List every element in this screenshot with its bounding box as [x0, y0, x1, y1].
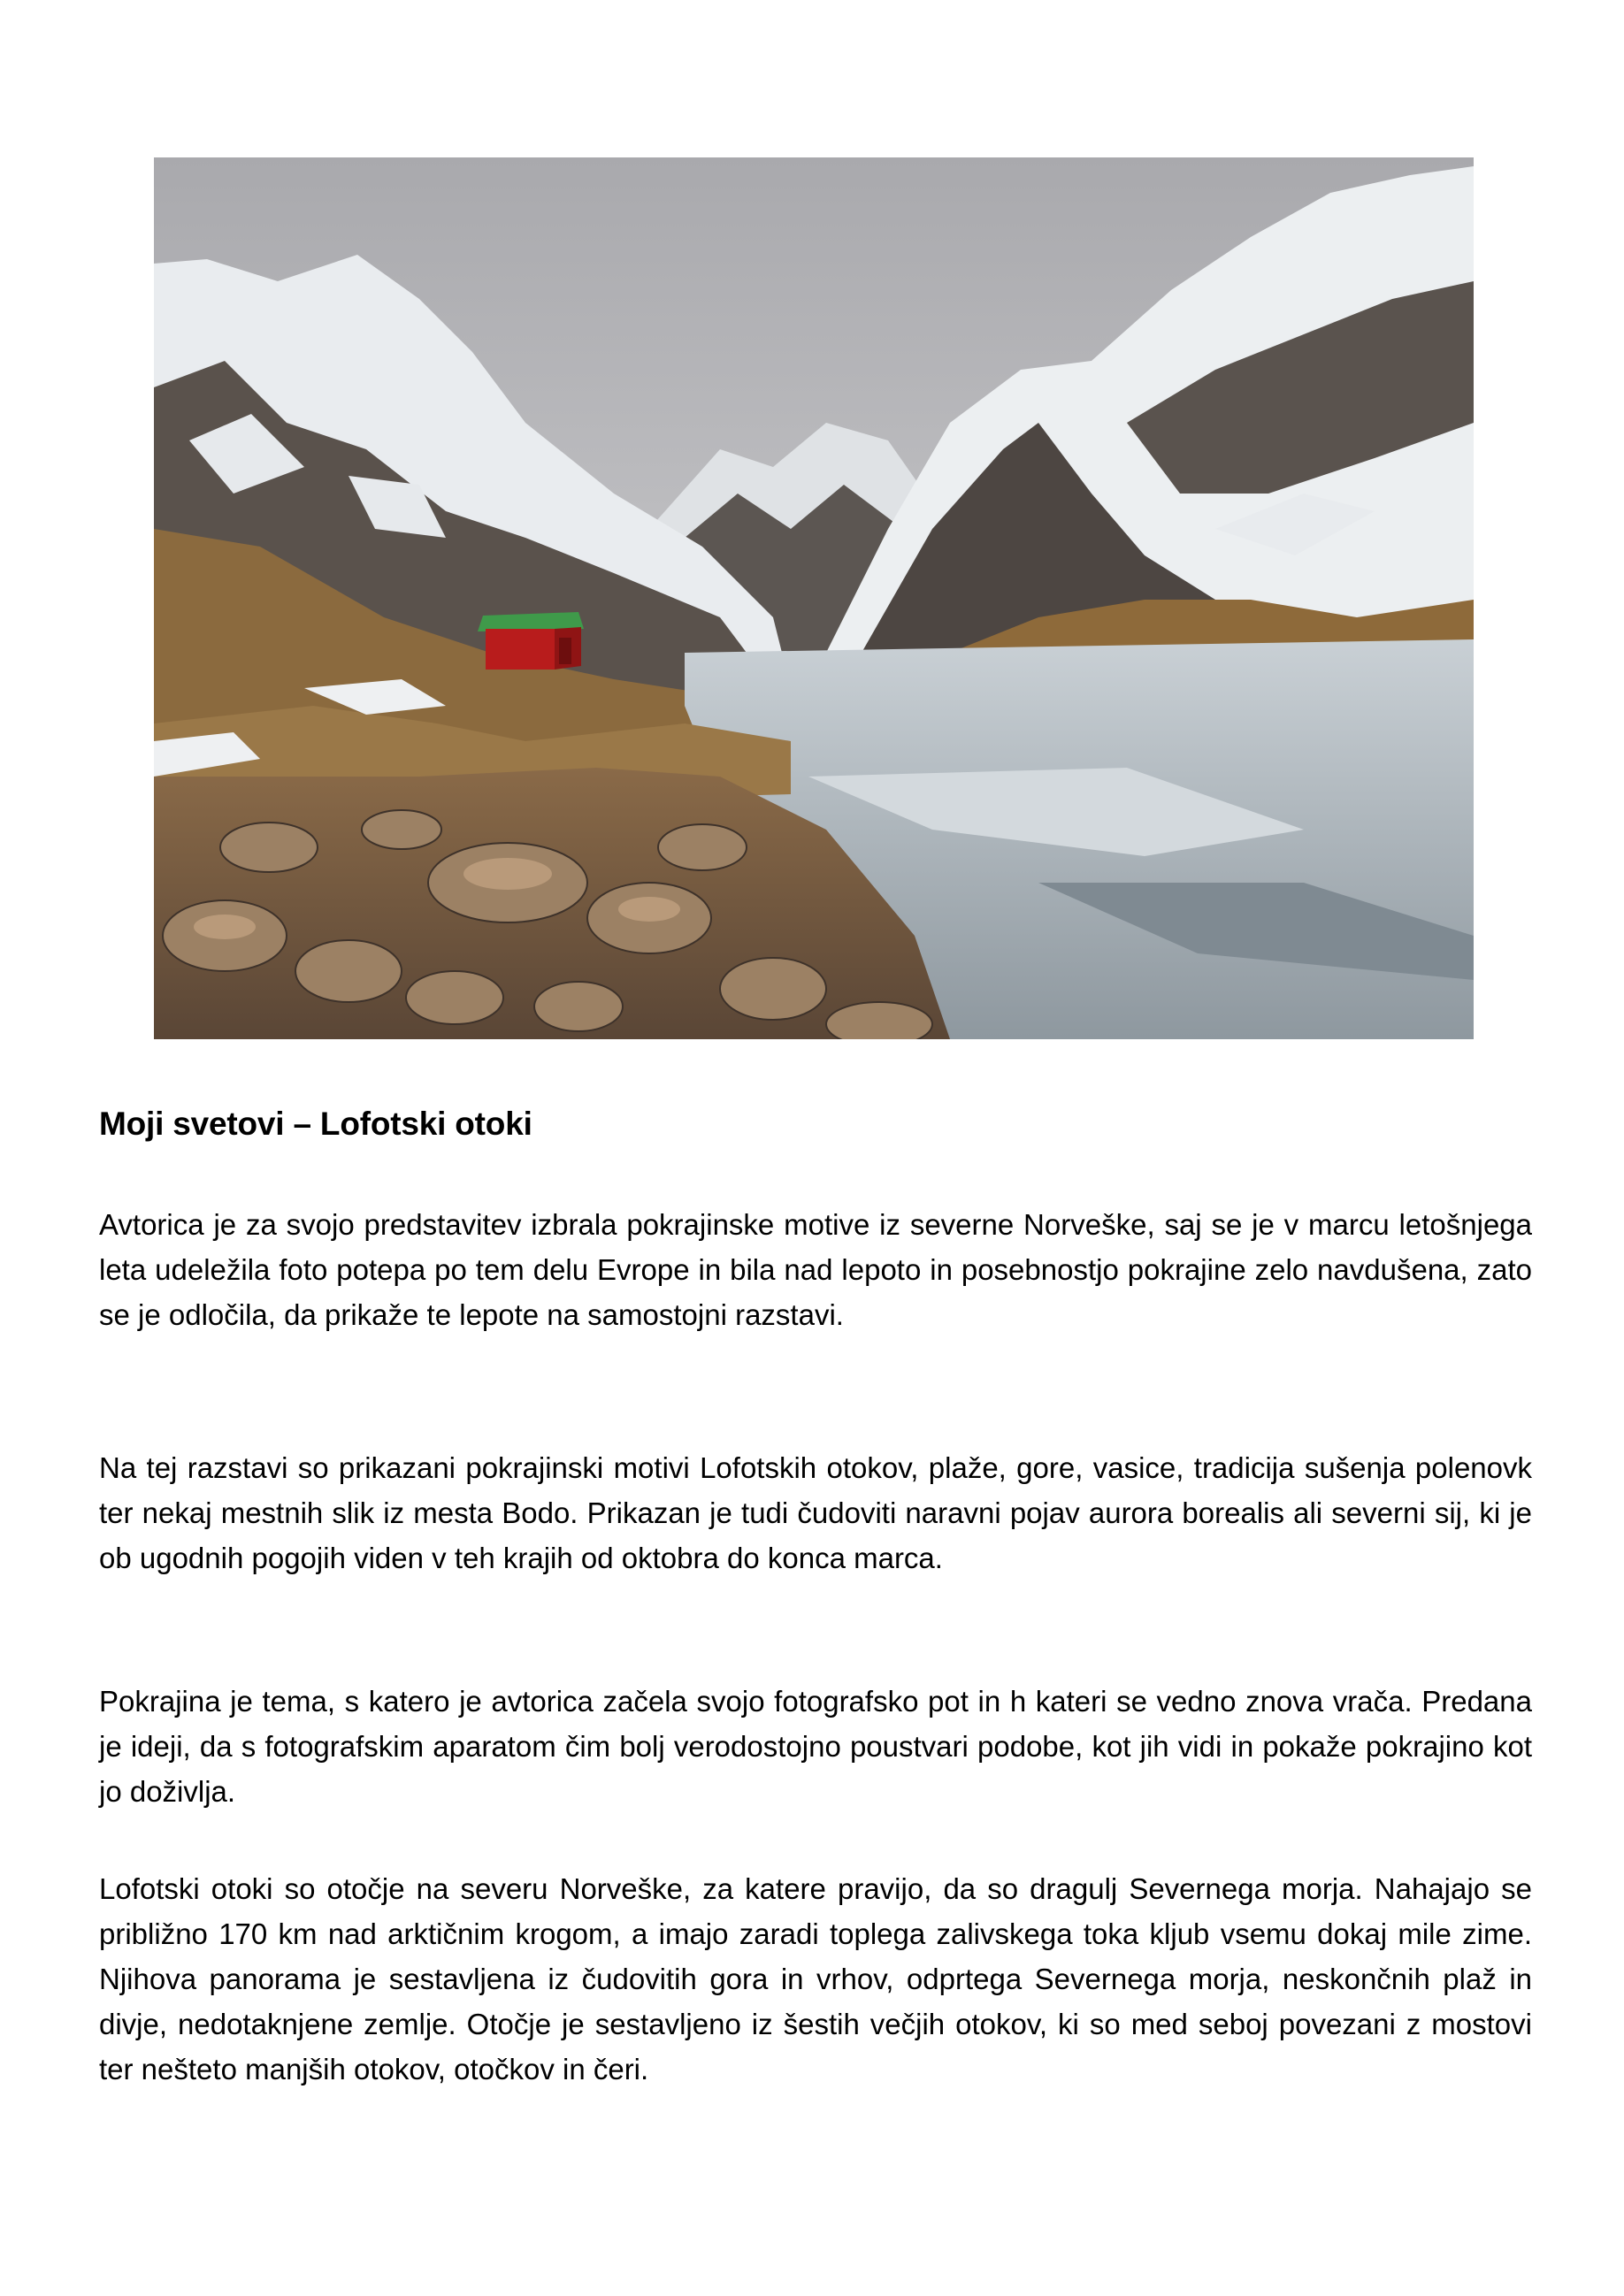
paragraph-exhibition: Na tej razstavi so prikazani pokrajinski motivi Lofotskih otokov, plaže, gore, vasice, tradicija sušenja polenovk ter nekaj mestnih slik iz mesta Bodo. Prikazan je tudi čudoviti naravni pojav aurora borealis ali severni sij, ki je ob ugodnih pogojih viden v teh krajih od oktobra do konca marca.	[99, 1451, 1532, 1574]
document-title: Moji svetovi – Lofotski otoki	[99, 1106, 532, 1142]
mountain-lake-photo-illustration	[154, 157, 1474, 1039]
paragraph-landscape-theme: Pokrajina je tema, s katero je avtorica začela svojo fotografsko pot in h kateri se vedno znova vrača. Predana je ideji, da s fotografskim aparatom čim bolj verodostojno poustvari podobe, kot jih vidi in pokaže pokrajino kot jo doživlja.	[99, 1685, 1532, 1808]
paragraph-lofoten-description: Lofotski otoki so otočje na severu Norveške, za katere pravijo, da so dragulj Severnega morja. Nahajajo se približno 170 km nad arktičnim krogom, a imajo zaradi toplega zalivskega toka kljub vsemu dokaj mile zime. Njihova panorama je sestavljena iz čudovitih gora in vrhov, odprtega Severnega morja, neskončnih plaž in divje, nedotaknjene zemlje. Otočje je sestavljeno iz šestih večjih otokov, ki so med seboj povezani z mostovi ter nešteto manjših otokov, otočkov in čeri.	[99, 1872, 1532, 2086]
red-hut	[478, 612, 584, 670]
landscape-photo	[154, 157, 1474, 1039]
paragraph-intro: Avtorica je za svojo predstavitev izbrala pokrajinske motive iz severne Norveške, saj se je v marcu letošnjega leta udeležila foto potepa po tem delu Evrope in bila nad lepoto in posebnostjo pokrajine zelo navdušena, zato se je odločila, da prikaže te lepote na samostojni razstavi.	[99, 1208, 1532, 1331]
